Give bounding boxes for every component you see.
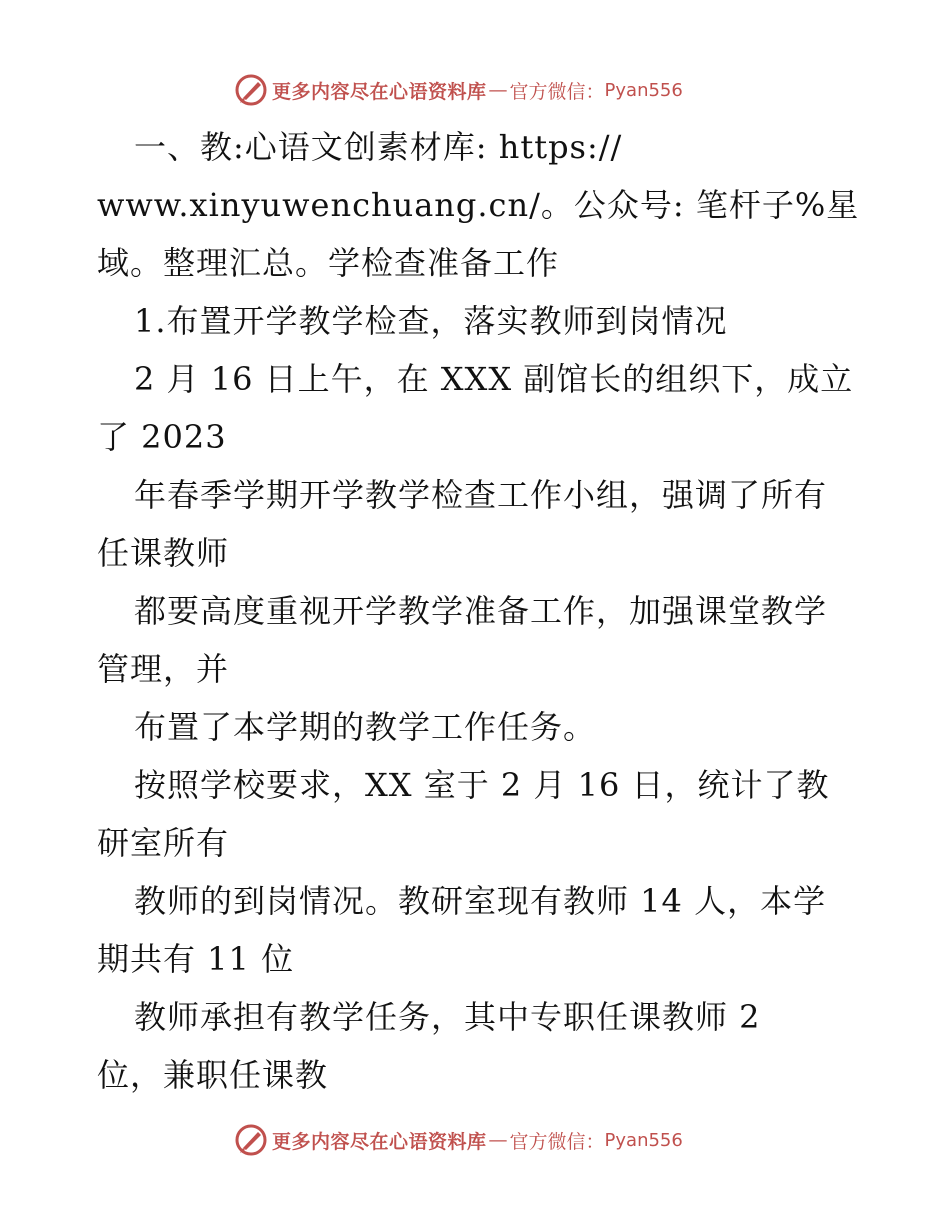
banner-dash: —: [488, 1129, 508, 1151]
document-body: [97, 118, 897, 1104]
text-line: www.xinyuwenchuang.cn/。公众号: 笔杆子%星: [97, 186, 860, 224]
text-line: 任课教师: [97, 534, 230, 572]
text-line: 期共有 11 位: [97, 940, 295, 978]
text-line: 管理，并: [97, 650, 230, 688]
text-line: 一、教:心语文创素材库: https://: [134, 128, 623, 166]
text-line: 域。整理汇总。学检查准备工作: [97, 244, 560, 282]
feather-pen-logo-icon: [234, 1123, 268, 1157]
banner-wechat-id: Pyan556: [604, 79, 683, 101]
banner-main-text: 更多内容尽在心语资料库: [272, 1130, 487, 1153]
feather-pen-logo-icon: [234, 73, 268, 107]
banner-sub-text: 官方微信：: [509, 1130, 605, 1153]
text-line: 位，兼职任课教: [97, 1056, 329, 1094]
text-line: 1.布置开学教学检查，落实教师到岗情况: [134, 302, 728, 340]
banner-dash: —: [488, 79, 508, 101]
text-line: 2 月 16 日上午，在 XXX 副馆长的组织下，成立: [134, 360, 854, 398]
text-line: 教师承担有教学任务，其中专职任课教师 2: [134, 998, 761, 1036]
text-line: 年春季学期开学教学检查工作小组，强调了所有: [134, 476, 828, 514]
footer-banner: [234, 1120, 683, 1160]
text-line: 教师的到岗情况。教研室现有教师 14 人，本学: [134, 882, 827, 920]
text-line: 都要高度重视开学教学准备工作，加强课堂教学: [134, 592, 828, 630]
header-banner: [234, 70, 683, 110]
banner-wechat-id: Pyan556: [604, 1129, 683, 1151]
text-line: 布置了本学期的教学工作任务。: [134, 708, 597, 746]
text-line: 按照学校要求，XX 室于 2 月 16 日，统计了教: [134, 766, 830, 804]
banner-sub-text: 官方微信：: [509, 80, 605, 103]
text-line: 了 2023: [97, 418, 227, 456]
banner-main-text: 更多内容尽在心语资料库: [272, 80, 487, 103]
text-line: 研室所有: [97, 824, 230, 862]
